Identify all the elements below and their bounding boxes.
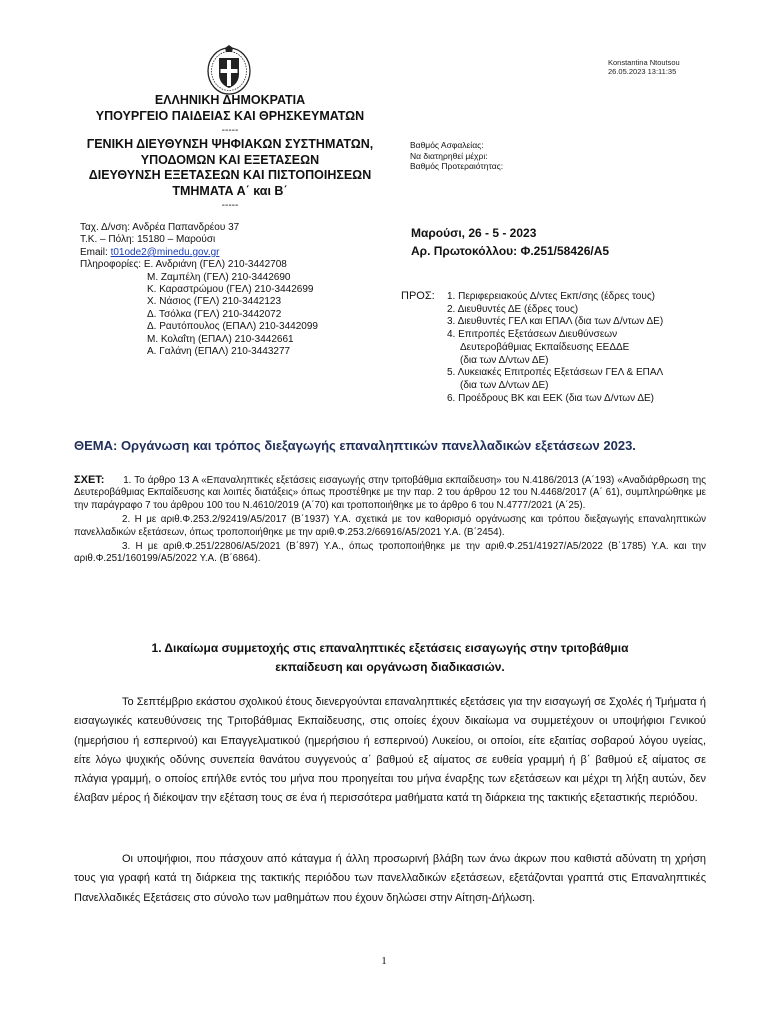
signature-name: Konstantina Ntoutsou [608, 58, 680, 67]
recipients [401, 290, 761, 420]
digital-signature [608, 58, 680, 76]
signature-datetime: 26.05.2023 13:11:35 [608, 67, 677, 76]
recipient-item: Δευτεροβάθμιας Εκπαίδευσης ΕΕΔΔΕ [460, 341, 630, 353]
place-date: Μαρούσι, 26 - 5 - 2023 [411, 226, 537, 240]
recipient-item: 3. Διευθυντές ΓΕΛ και ΕΠΑΛ (δια των Δ/ντων ΔΕ) [447, 316, 664, 328]
section-title-line1: 1. Δικαίωμα συμμετοχής στις επαναληπτικές εξετάσεις εισαγωγής στην τριτοβάθμια [151, 641, 629, 655]
priority: Βαθμός Προτεραιότητας: [410, 161, 504, 171]
recipients-label: ΠΡΟΣ: [401, 290, 435, 302]
recipient-item: (δια των Δ/ντων ΔΕ) [460, 379, 549, 391]
info-contact: Δ. Ραυτόπουλος (ΕΠΑΛ) 210-3442099 [147, 321, 318, 333]
general-directorate-line2: ΥΠΟΔΟΜΩΝ ΚΑΙ ΕΞΕΤΑΣΕΩΝ [140, 152, 320, 167]
recipient-item: 6. Προέδρους ΒΚ και ΕΕΚ (δια των Δ/ντων ΔΕ) [447, 392, 654, 404]
paragraph: Οι υποψήφιοι, που πάσχουν από κάταγμα ή άλλη προσωρινή βλάβη των άνω άκρων που καθιστά αδύνατη τη χρήση τους για γραφή κατά τη διάρκεια της τακτικής περιόδου των πανελλαδικών εξετάσεων, εξετάζονται γραπτά στις Επαναληπτικές Πανελλαδικές Εξετάσεις στο σύνολο των μαθημάτων που έχουν δηλώσει στην Αίτηση-Δήλωση. [74, 853, 706, 904]
contact-info [80, 222, 400, 358]
references-label: ΣΧΕΤ: [74, 474, 105, 486]
protocol-number: Αρ. Πρωτοκόλλου: Φ.251/58426/Α5 [411, 244, 610, 258]
separator: ----- [221, 200, 239, 211]
recipient-item: (δια των Δ/ντων ΔΕ) [460, 354, 549, 366]
directorate: ΔΙΕΥΘΥΝΣΗ ΕΞΕΤΑΣΕΩΝ ΚΑΙ ΠΙΣΤΟΠΟΙΗΣΕΩΝ [88, 168, 372, 182]
recipient-item: 1. Περιφερειακούς Δ/ντες Εκπ/σης (έδρες τους) [447, 291, 655, 302]
section-1-body [74, 850, 706, 908]
security-classification [410, 140, 503, 172]
email-link[interactable]: t01ode2@minedu.gov.gr [110, 246, 220, 258]
section-1-body [74, 693, 706, 809]
reference-2: 2. Η με αριθ.Φ.253.2/92419/Α5/2017 (Β΄1937) Υ.Α. σχετικά με τον καθορισμό οργάνωσης και τρόπου διεξαγωγής επαναληπτικών πανελλαδικών εξετάσεων, όπως τροποποιήθηκε με την αριθ.Φ.253.2/66916/Α5/2021 Υ.Α. (Β΄2454). [74, 514, 706, 538]
sections: ΤΜΗΜΑΤΑ Α΄ και Β΄ [172, 183, 288, 198]
info-contact: Α. Γαλάνη (ΕΠΑΛ) 210-3443277 [147, 346, 291, 358]
email-line [80, 247, 400, 259]
info-contact: Κ. Καραστρώμου (ΓΕΛ) 210-3442699 [147, 284, 314, 296]
separator: ----- [221, 125, 239, 136]
reference-3: 3. Η με αριθ.Φ.251/22806/Α5/2021 (Β΄897) Υ.Α., όπως τροποποιήθηκε με την αριθ.Φ.251/41927/Α5/2022 (Β΄1785) Υ.Α. και την αριθ.Φ.251/160199/Α5/2022 Υ.Α. (Β΄6864). [74, 541, 706, 565]
references [74, 474, 706, 568]
email-label: Email: [80, 246, 111, 258]
recipient-item: 5. Λυκειακές Επιτροπές Εξετάσεων ΓΕΛ & ΕΠΑΛ [447, 367, 664, 379]
general-directorate-line1: ΓΕΝΙΚΗ ΔΙΕΥΘΥΝΣΗ ΨΗΦΙΑΚΩΝ ΣΥΣΤΗΜΑΤΩΝ, [86, 137, 374, 151]
page-number: 1 [381, 955, 387, 967]
reference-1: ΣΧΕΤ: 1. Το άρθρο 13 Α «Επαναληπτικές εξετάσεις εισαγωγής στην τριτοβάθμια εκπαίδευση» του Ν.4186/2013 (Α΄193) «Αναδιάρθρωση της Δευτεροβάθμιας Εκπαίδευσης και λοιπές διατάξεις» όπως προστέθηκε με την παρ. 2 του άρθρου 12 του Ν.4468/2017 (Α΄ 61), συμπληρώθηκε με την παράγραφο 7 του άρθρου 100 του Ν.4610/2019 (Α΄70) και τροποποιήθηκε με το άρθρο 6 του Ν.4777/2021 (Α΄25). [74, 474, 706, 511]
section-title-line2: εκπαίδευση και οργάνωση διαδικασιών. [275, 660, 505, 674]
place-date-protocol [411, 224, 609, 260]
address: Ταχ. Δ/νση: Ανδρέα Παπανδρέου 37 [80, 222, 240, 233]
security-level: Βαθμός Ασφαλείας: [410, 140, 484, 150]
section-1-heading [74, 639, 706, 677]
subject: ΘΕΜΑ: Οργάνωση και τρόπος διεξαγωγής επαναληπτικών πανελλαδικών εξετάσεων 2023. [74, 438, 636, 453]
info-contact: Δ. Τσόλκα (ΓΕΛ) 210-3442072 [147, 308, 282, 320]
greek-emblem-icon [205, 44, 253, 96]
info-contact: Πληροφορίες: Ε. Ανδριάνη (ΓΕΛ) 210-3442708 [80, 259, 287, 271]
ministry-title: ΥΠΟΥΡΓΕΙΟ ΠΑΙΔΕΙΑΣ ΚΑΙ ΘΡΗΣΚΕΥΜΑΤΩΝ [95, 108, 365, 123]
retention: Να διατηρηθεί μέχρι: [410, 150, 488, 161]
postal-city: Τ.Κ. – Πόλη: 15180 – Μαρούσι [80, 234, 216, 246]
letterhead [80, 93, 380, 212]
recipient-item: 4. Επιτροπές Εξετάσεων Διευθύνσεων [447, 329, 618, 341]
paragraph: Το Σεπτέμβριο εκάστου σχολικού έτους διενεργούνται επαναληπτικές εξετάσεις για την εισαγωγή σε Σχολές ή Τμήματα ή εισαγωγικές κατευθύνσεις της Τριτοβάθμιας Εκπαίδευσης, στις οποίες έχουν δικαίωμα να συμμετέχουν οι υποψήφιοι Γενικού (ημερήσιου ή εσπερινού) και Επαγγελματικού (ημερήσιου ή εσπερινού) Λυκείου, οι οποίοι, είτε εξαιτίας σοβαρού λόγου υγείας, είτε λόγω ψυχικής οδύνης συνεπεία θανάτου συγγενούς α΄ βαθμού εξ αίματος σε ευθεία γραμμή ή β΄ βαθμού εξ αίματος σε πλάγια γραμμή, ο οποίος επήλθε εντός του μήνα που προηγείται του μήνα έναρξης των εξετάσεων και μέχρι τη λήξη αυτών, δεν έλαβαν μέρος ή διέκοψαν την εξέταση τους σε ένα ή περισσότερα μαθήματα κατά τη διάρκεια της τακτικής εξεταστικής περιόδου. [74, 696, 706, 805]
info-contact: Χ. Νάσιος (ΓΕΛ) 210-3442123 [147, 296, 282, 308]
republic-title: ΕΛΛΗΝΙΚΗ ΔΗΜΟΚΡΑΤΙΑ [154, 93, 306, 107]
recipient-item: 2. Διευθυντές ΔΕ (έδρες τους) [447, 303, 579, 315]
info-contact: Μ. Κολαΐτη (ΕΠΑΛ) 210-3442661 [147, 333, 294, 345]
info-contact: Μ. Ζαμπέλη (ΓΕΛ) 210-3442690 [147, 271, 291, 283]
